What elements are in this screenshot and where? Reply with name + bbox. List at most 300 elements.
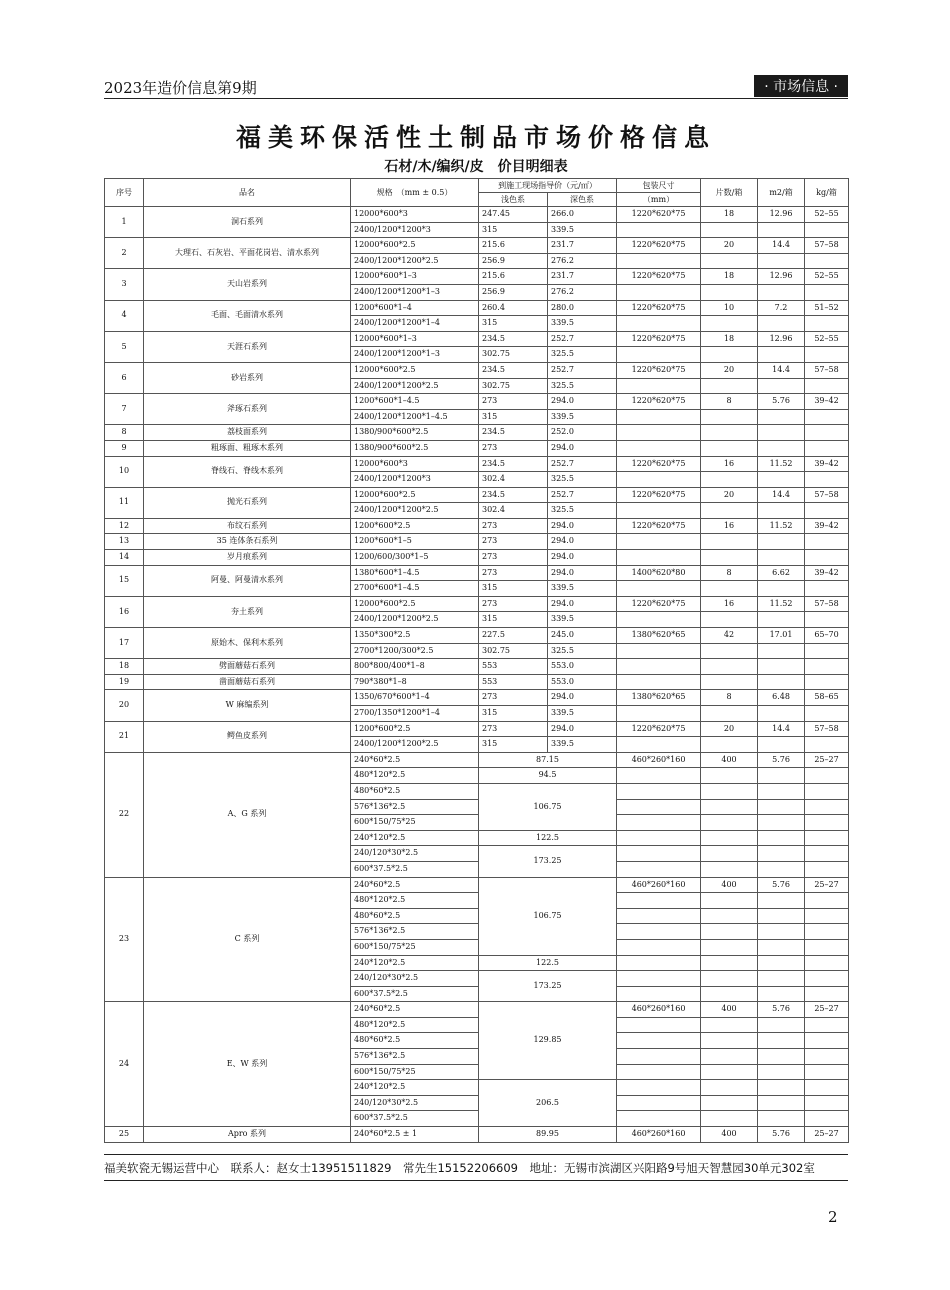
table-row — [105, 362, 849, 378]
spec-cell: 2400/1200*1200*1–3 — [351, 284, 479, 300]
pieces-per-box-empty — [701, 472, 758, 488]
spec-cell: 12000*600*2.5 — [351, 596, 479, 612]
area-per-box — [758, 425, 805, 441]
pack-size-empty — [617, 955, 701, 971]
weight-per-box: 57–58 — [805, 721, 849, 737]
row-index: 24 — [105, 1002, 144, 1127]
table-row — [105, 596, 849, 612]
row-index: 23 — [105, 877, 144, 1002]
pack-size-empty — [617, 347, 701, 363]
area-per-box-empty — [758, 986, 805, 1002]
price-dark: 325.5 — [548, 378, 617, 394]
table-row — [105, 1002, 849, 1018]
area-per-box: 11.52 — [758, 518, 805, 534]
spec-cell: 240/120*30*2.5 — [351, 846, 479, 862]
area-per-box-empty — [758, 612, 805, 628]
weight-per-box: 39–42 — [805, 565, 849, 581]
pieces-per-box — [701, 659, 758, 675]
row-index: 4 — [105, 300, 144, 331]
pack-size-empty — [617, 737, 701, 753]
pieces-per-box: 18 — [701, 331, 758, 347]
issue-label: 2023年造价信息第9期 — [104, 79, 257, 97]
product-name: 阿曼、阿曼清水系列 — [144, 565, 351, 596]
price-light: 260.4 — [479, 300, 548, 316]
area-per-box — [758, 440, 805, 456]
price-light: 273 — [479, 518, 548, 534]
weight-per-box: 57–58 — [805, 487, 849, 503]
footer-contact: 福美软瓷无锡运营中心 联系人：赵女士13951511829 常先生15152206609 地址：无锡市滨湖区兴阳路9号旭天智慧园30单元302室 — [104, 1161, 815, 1175]
product-name: 布纹石系列 — [144, 518, 351, 534]
pieces-per-box: 20 — [701, 362, 758, 378]
price-light: 553 — [479, 674, 548, 690]
spec-cell: 240*120*2.5 — [351, 830, 479, 846]
pack-size: 1380*620*65 — [617, 628, 701, 644]
pieces-per-box: 400 — [701, 752, 758, 768]
pieces-per-box-empty — [701, 971, 758, 987]
pieces-per-box: 400 — [701, 1127, 758, 1143]
pack-size: 1220*620*75 — [617, 394, 701, 410]
pieces-per-box-empty — [701, 612, 758, 628]
row-index: 1 — [105, 207, 144, 238]
price-dark: 553.0 — [548, 674, 617, 690]
weight-per-box-empty — [805, 706, 849, 722]
price-dark: 252.7 — [548, 362, 617, 378]
price-light: 315 — [479, 581, 548, 597]
spec-cell: 480*60*2.5 — [351, 908, 479, 924]
pieces-per-box-empty — [701, 815, 758, 831]
product-name: 凿面蘑菇石系列 — [144, 674, 351, 690]
page-subtitle: 石材/木/编织/皮 价目明细表 — [384, 159, 568, 175]
row-index: 2 — [105, 238, 144, 269]
area-per-box-empty — [758, 783, 805, 799]
spec-cell: 2400/1200*1200*1–3 — [351, 347, 479, 363]
area-per-box: 14.4 — [758, 238, 805, 254]
pack-size-empty — [617, 908, 701, 924]
table-row — [105, 238, 849, 254]
spec-cell: 480*120*2.5 — [351, 768, 479, 784]
price-light: 234.5 — [479, 456, 548, 472]
weight-per-box: 39–42 — [805, 518, 849, 534]
col-light: 浅色系 — [479, 193, 548, 207]
pack-size-empty — [617, 924, 701, 940]
pieces-per-box-empty — [701, 253, 758, 269]
row-index: 25 — [105, 1127, 144, 1143]
area-per-box-empty — [758, 222, 805, 238]
spec-cell: 12000*600*1–3 — [351, 269, 479, 285]
price-light: 234.5 — [479, 362, 548, 378]
product-name: 35 连体条石系列 — [144, 534, 351, 550]
row-index: 19 — [105, 674, 144, 690]
price-light: 227.5 — [479, 628, 548, 644]
pieces-per-box-empty — [701, 378, 758, 394]
table-row — [105, 752, 849, 768]
pack-size: 460*260*160 — [617, 1002, 701, 1018]
weight-per-box-empty — [805, 581, 849, 597]
area-per-box-empty — [758, 347, 805, 363]
col-price-group: 到施工现场指导价（元/㎡） — [479, 179, 617, 193]
price-light: 273 — [479, 565, 548, 581]
spec-cell: 240*120*2.5 — [351, 1080, 479, 1096]
price-light: 302.4 — [479, 503, 548, 519]
price-light: 315 — [479, 316, 548, 332]
price-dark: 294.0 — [548, 518, 617, 534]
product-name: 毛面、毛面清水系列 — [144, 300, 351, 331]
area-per-box-empty — [758, 939, 805, 955]
price-merged: 173.25 — [479, 846, 617, 877]
area-per-box-empty — [758, 378, 805, 394]
pieces-per-box-empty — [701, 1017, 758, 1033]
product-name: 抛光石系列 — [144, 487, 351, 518]
spec-cell: 1200*600*2.5 — [351, 721, 479, 737]
spec-cell: 790*380*1–8 — [351, 674, 479, 690]
price-dark: 266.0 — [548, 207, 617, 223]
pieces-per-box-empty — [701, 643, 758, 659]
price-dark: 339.5 — [548, 581, 617, 597]
pack-size-empty — [617, 893, 701, 909]
weight-per-box-empty — [805, 643, 849, 659]
weight-per-box — [805, 674, 849, 690]
row-index: 14 — [105, 550, 144, 566]
weight-per-box: 39–42 — [805, 456, 849, 472]
pieces-per-box-empty — [701, 939, 758, 955]
pieces-per-box: 20 — [701, 487, 758, 503]
weight-per-box-empty — [805, 378, 849, 394]
spec-cell: 2700/1350*1200*1–4 — [351, 706, 479, 722]
pieces-per-box: 18 — [701, 269, 758, 285]
area-per-box: 17.01 — [758, 628, 805, 644]
area-per-box-empty — [758, 971, 805, 987]
table-row — [105, 440, 849, 456]
price-dark: 294.0 — [548, 565, 617, 581]
product-name: 砂岩系列 — [144, 362, 351, 393]
spec-cell: 2700*1200/300*2.5 — [351, 643, 479, 659]
spec-cell: 480*60*2.5 — [351, 783, 479, 799]
price-dark: 252.7 — [548, 331, 617, 347]
spec-cell: 240*60*2.5 ± 1 — [351, 1127, 479, 1143]
pieces-per-box — [701, 425, 758, 441]
product-name: A、G 系列 — [144, 752, 351, 877]
spec-cell: 1380*600*1–4.5 — [351, 565, 479, 581]
area-per-box-empty — [758, 924, 805, 940]
pieces-per-box-empty — [701, 1064, 758, 1080]
pack-size-empty — [617, 1095, 701, 1111]
pieces-per-box: 8 — [701, 690, 758, 706]
price-light: 553 — [479, 659, 548, 675]
spec-cell: 600*150/75*25 — [351, 1064, 479, 1080]
spec-cell: 240*60*2.5 — [351, 877, 479, 893]
weight-per-box: 52–55 — [805, 269, 849, 285]
table-header — [105, 179, 849, 207]
price-light: 256.9 — [479, 253, 548, 269]
table-row — [105, 628, 849, 644]
price-light: 315 — [479, 612, 548, 628]
pack-size-empty — [617, 939, 701, 955]
price-light: 273 — [479, 596, 548, 612]
pieces-per-box-empty — [701, 955, 758, 971]
pieces-per-box-empty — [701, 986, 758, 1002]
pack-size — [617, 550, 701, 566]
table-row — [105, 550, 849, 566]
table-row — [105, 674, 849, 690]
pack-size-empty — [617, 830, 701, 846]
price-table — [104, 178, 849, 1143]
area-per-box-empty — [758, 955, 805, 971]
pack-size: 1220*620*75 — [617, 487, 701, 503]
col-name: 品名 — [144, 179, 351, 207]
pieces-per-box-empty — [701, 1095, 758, 1111]
pieces-per-box-empty — [701, 924, 758, 940]
area-per-box: 5.76 — [758, 394, 805, 410]
weight-per-box-empty — [805, 347, 849, 363]
pack-size-empty — [617, 1064, 701, 1080]
product-name: 大理石、石灰岩、平面花岗岩、清水系列 — [144, 238, 351, 269]
price-light: 273 — [479, 394, 548, 410]
weight-per-box — [805, 440, 849, 456]
pieces-per-box: 8 — [701, 565, 758, 581]
page-number: 2 — [828, 1208, 838, 1226]
pack-size: 1220*620*75 — [617, 721, 701, 737]
area-per-box-empty — [758, 316, 805, 332]
spec-cell: 240*60*2.5 — [351, 752, 479, 768]
area-per-box: 6.48 — [758, 690, 805, 706]
pack-size: 1220*620*75 — [617, 269, 701, 285]
weight-per-box: 58–65 — [805, 690, 849, 706]
pack-size-empty — [617, 253, 701, 269]
price-dark: 276.2 — [548, 284, 617, 300]
pieces-per-box: 18 — [701, 207, 758, 223]
price-dark: 294.0 — [548, 690, 617, 706]
col-pack-unit: （mm） — [617, 193, 701, 207]
pieces-per-box-empty — [701, 222, 758, 238]
row-index: 7 — [105, 394, 144, 425]
spec-cell: 600*37.5*2.5 — [351, 986, 479, 1002]
price-dark: 294.0 — [548, 596, 617, 612]
price-merged: 122.5 — [479, 830, 617, 846]
price-dark: 294.0 — [548, 394, 617, 410]
row-index: 6 — [105, 362, 144, 393]
row-index: 15 — [105, 565, 144, 596]
row-index: 20 — [105, 690, 144, 721]
pack-size-empty — [617, 612, 701, 628]
price-light: 273 — [479, 690, 548, 706]
spec-cell: 2400/1200*1200*2.5 — [351, 612, 479, 628]
pack-size-empty — [617, 581, 701, 597]
spec-cell: 2400/1200*1200*1–4 — [351, 316, 479, 332]
price-merged: 106.75 — [479, 877, 617, 955]
spec-cell: 12000*600*2.5 — [351, 238, 479, 254]
area-per-box: 7.2 — [758, 300, 805, 316]
spec-cell: 2400/1200*1200*2.5 — [351, 253, 479, 269]
pack-size — [617, 674, 701, 690]
weight-per-box-empty — [805, 924, 849, 940]
row-index: 22 — [105, 752, 144, 877]
price-dark: 325.5 — [548, 503, 617, 519]
pack-size-empty — [617, 472, 701, 488]
weight-per-box-empty — [805, 253, 849, 269]
area-per-box-empty — [758, 1064, 805, 1080]
area-per-box-empty — [758, 284, 805, 300]
table-row — [105, 565, 849, 581]
price-merged: 87.15 — [479, 752, 617, 768]
col-dark: 深色系 — [548, 193, 617, 207]
weight-per-box: 52–55 — [805, 207, 849, 223]
pack-size-empty — [617, 815, 701, 831]
price-light: 234.5 — [479, 331, 548, 347]
pieces-per-box-empty — [701, 908, 758, 924]
pack-size-empty — [617, 222, 701, 238]
price-light: 302.75 — [479, 643, 548, 659]
price-light: 315 — [479, 737, 548, 753]
price-dark: 294.0 — [548, 550, 617, 566]
weight-per-box: 39–42 — [805, 394, 849, 410]
price-dark: 294.0 — [548, 440, 617, 456]
table-row — [105, 518, 849, 534]
weight-per-box: 51–52 — [805, 300, 849, 316]
pack-size: 1220*620*75 — [617, 238, 701, 254]
weight-per-box-empty — [805, 1080, 849, 1096]
page-header — [104, 74, 848, 98]
price-dark: 231.7 — [548, 269, 617, 285]
price-light: 273 — [479, 440, 548, 456]
weight-per-box — [805, 425, 849, 441]
weight-per-box-empty — [805, 1064, 849, 1080]
spec-cell: 2400/1200*1200*2.5 — [351, 503, 479, 519]
area-per-box: 14.4 — [758, 362, 805, 378]
pieces-per-box-empty — [701, 830, 758, 846]
pieces-per-box-empty — [701, 861, 758, 877]
pack-size: 1220*620*75 — [617, 596, 701, 612]
weight-per-box — [805, 534, 849, 550]
table-row — [105, 394, 849, 410]
pack-size — [617, 425, 701, 441]
pieces-per-box-empty — [701, 783, 758, 799]
weight-per-box-empty — [805, 955, 849, 971]
area-per-box: 5.76 — [758, 877, 805, 893]
weight-per-box-empty — [805, 986, 849, 1002]
weight-per-box-empty — [805, 830, 849, 846]
pieces-per-box-empty — [701, 799, 758, 815]
weight-per-box-empty — [805, 971, 849, 987]
price-dark: 280.0 — [548, 300, 617, 316]
table-row — [105, 425, 849, 441]
pieces-per-box: 8 — [701, 394, 758, 410]
weight-per-box-empty — [805, 939, 849, 955]
spec-cell: 1380/900*600*2.5 — [351, 440, 479, 456]
pack-size-empty — [617, 783, 701, 799]
pack-size-empty — [617, 1033, 701, 1049]
pack-size — [617, 534, 701, 550]
area-per-box-empty — [758, 768, 805, 784]
row-index: 17 — [105, 628, 144, 659]
pack-size: 1400*620*80 — [617, 565, 701, 581]
spec-cell: 12000*600*3 — [351, 456, 479, 472]
price-light: 215.6 — [479, 269, 548, 285]
table-row — [105, 207, 849, 223]
product-name: C 系列 — [144, 877, 351, 1002]
pack-size-empty — [617, 284, 701, 300]
spec-cell: 576*136*2.5 — [351, 799, 479, 815]
price-light: 302.75 — [479, 347, 548, 363]
spec-cell: 2400/1200*1200*3 — [351, 472, 479, 488]
price-dark: 339.5 — [548, 706, 617, 722]
pieces-per-box: 20 — [701, 238, 758, 254]
product-name: 天山岩系列 — [144, 269, 351, 300]
product-name: 天涯石系列 — [144, 331, 351, 362]
spec-cell: 2400/1200*1200*1–4.5 — [351, 409, 479, 425]
footer-top-rule — [104, 1154, 848, 1155]
area-per-box-empty — [758, 830, 805, 846]
price-light: 273 — [479, 721, 548, 737]
price-light: 302.75 — [479, 378, 548, 394]
price-merged: 122.5 — [479, 955, 617, 971]
table-row — [105, 1127, 849, 1143]
area-per-box: 5.76 — [758, 1127, 805, 1143]
price-merged: 173.25 — [479, 971, 617, 1002]
price-dark: 231.7 — [548, 238, 617, 254]
area-per-box: 14.4 — [758, 487, 805, 503]
row-index: 16 — [105, 596, 144, 627]
pack-size-empty — [617, 861, 701, 877]
price-merged: 206.5 — [479, 1080, 617, 1127]
area-per-box-empty — [758, 799, 805, 815]
pieces-per-box: 42 — [701, 628, 758, 644]
spec-cell: 576*136*2.5 — [351, 1049, 479, 1065]
col-pieces: 片数/箱 — [701, 179, 758, 207]
spec-cell: 800*800/400*1–8 — [351, 659, 479, 675]
area-per-box-empty — [758, 472, 805, 488]
table-row — [105, 690, 849, 706]
pack-size: 1380*620*65 — [617, 690, 701, 706]
weight-per-box: 65–70 — [805, 628, 849, 644]
pack-size: 1220*620*75 — [617, 518, 701, 534]
pack-size-empty — [617, 768, 701, 784]
pieces-per-box: 16 — [701, 518, 758, 534]
product-name: 洞石系列 — [144, 207, 351, 238]
spec-cell: 600*37.5*2.5 — [351, 861, 479, 877]
area-per-box-empty — [758, 706, 805, 722]
spec-cell: 600*150/75*25 — [351, 939, 479, 955]
weight-per-box: 25–27 — [805, 877, 849, 893]
price-light: 234.5 — [479, 425, 548, 441]
area-per-box-empty — [758, 861, 805, 877]
area-per-box-empty — [758, 815, 805, 831]
header-rule — [104, 98, 848, 99]
spec-cell: 12000*600*3 — [351, 207, 479, 223]
weight-per-box-empty — [805, 1017, 849, 1033]
col-pack: 包装尺寸 — [617, 179, 701, 193]
area-per-box-empty — [758, 1111, 805, 1127]
row-index: 21 — [105, 721, 144, 752]
pieces-per-box-empty — [701, 409, 758, 425]
pieces-per-box-empty — [701, 1033, 758, 1049]
pack-size-empty — [617, 1080, 701, 1096]
pack-size-empty — [617, 409, 701, 425]
pack-size: 1220*620*75 — [617, 362, 701, 378]
area-per-box-empty — [758, 1095, 805, 1111]
pack-size: 1220*620*75 — [617, 331, 701, 347]
pieces-per-box-empty — [701, 347, 758, 363]
product-name: 粗琢面、粗琢木系列 — [144, 440, 351, 456]
row-index: 11 — [105, 487, 144, 518]
pack-size-empty — [617, 799, 701, 815]
spec-cell: 2400/1200*1200*3 — [351, 222, 479, 238]
price-light: 247.45 — [479, 207, 548, 223]
product-name: 脊线石、脊线木系列 — [144, 456, 351, 487]
price-dark: 553.0 — [548, 659, 617, 675]
spec-cell: 1350*300*2.5 — [351, 628, 479, 644]
weight-per-box-empty — [805, 1111, 849, 1127]
pieces-per-box — [701, 674, 758, 690]
